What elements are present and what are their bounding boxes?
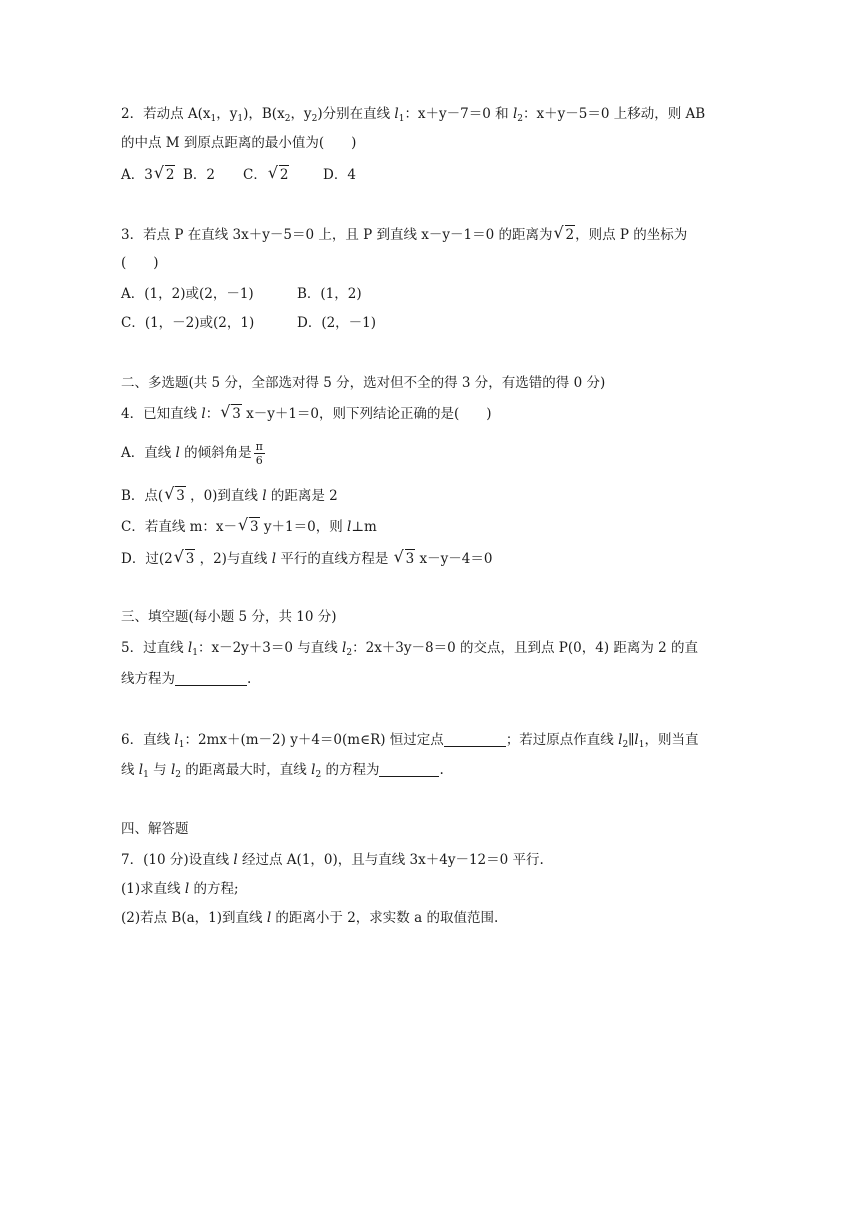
q2-option-c <box>243 164 323 186</box>
text: . <box>247 671 252 687</box>
text: C． <box>243 167 267 183</box>
radicand: 2 <box>565 227 575 243</box>
subscript: 1 <box>237 114 244 124</box>
text: 的距离是 2 <box>266 488 338 504</box>
line-symbol: l <box>138 762 144 778</box>
q3-option-c: C．(1，－2)或(2，1) <box>121 315 255 331</box>
line-symbol: l <box>342 640 347 656</box>
text: 线 <box>121 762 139 778</box>
line-symbol: l <box>187 640 193 656</box>
q2-line-1 <box>121 103 705 130</box>
text: ，y <box>290 106 312 122</box>
answer-blank-equation[interactable] <box>379 761 439 777</box>
answer-blank[interactable] <box>175 670 247 686</box>
q3-option-d: D．(2，－1) <box>297 315 377 331</box>
numerator: π <box>255 440 263 453</box>
text: 的距离最大时，直线 <box>181 762 312 778</box>
text: 平行的直线方程是 <box>276 551 393 567</box>
text: x－y－4＝0 <box>415 551 493 567</box>
text: y＋4＝0 <box>285 732 343 748</box>
q7-part-1 <box>121 878 239 900</box>
subscript: 2 <box>311 114 318 124</box>
text: ：x＋y－5＝0 上移动，则 AB <box>523 106 706 122</box>
section-heading-multi-choice: 二、多选题(共 5 分，全部选对得 5 分，选对但不全的得 3 分，有选错的得 0 分) <box>121 375 606 391</box>
radicand: 3 <box>250 519 259 535</box>
line-symbol: l <box>512 106 518 122</box>
sqrt: √ 3 <box>238 515 259 535</box>
q4-line-1 <box>121 403 492 425</box>
text: )分别在直线 <box>317 106 395 122</box>
line-symbol: l <box>618 732 623 748</box>
radicand: 2 <box>165 167 175 183</box>
sqrt: √ 3 <box>220 402 241 422</box>
q4-option-b <box>121 485 338 507</box>
text: 5．过直线 <box>121 640 188 656</box>
subscript: 2 <box>175 770 182 780</box>
subscript: 2 <box>517 114 524 124</box>
radicand: 3 <box>405 551 415 567</box>
q2-option-a <box>121 164 183 186</box>
line-symbol: l <box>311 762 316 778</box>
text: 距离为 2 的直 <box>609 640 699 656</box>
text: 经过点 A(1，0)，且与直线 3x＋4y－12＝0 平行. <box>237 852 544 868</box>
subscript: 1 <box>178 740 185 750</box>
text: 线方程为 <box>121 671 175 687</box>
text: 与 <box>148 762 171 778</box>
q4-option-c <box>121 516 377 538</box>
subscript: 2 <box>315 770 322 780</box>
text: ，y <box>216 106 238 122</box>
line-symbol: l <box>634 732 639 748</box>
q5-line-2 <box>121 668 251 690</box>
text: ，2)与直线 <box>195 551 272 567</box>
subscript: 1 <box>192 648 198 658</box>
subscript: 2 <box>622 740 629 750</box>
q3-option-b: B．(1，2) <box>297 286 362 302</box>
text: A．直线 <box>121 445 176 461</box>
text: ：2x＋3y－8＝0 的交点，且到点 P <box>352 640 568 656</box>
subscript: 1 <box>638 740 645 750</box>
line-symbol: l <box>170 762 176 778</box>
text: (1)求直线 <box>121 881 185 897</box>
subscript: 2 <box>346 648 353 658</box>
text: 2．若动点 A(x <box>121 106 211 122</box>
q5-line-1 <box>121 637 698 664</box>
text: 的方程; <box>189 881 239 897</box>
radicand: 3 <box>232 406 241 422</box>
q2-option-b: B．2 <box>183 167 216 183</box>
text: 的距离小于 2，求实数 a 的取值范围. <box>271 910 499 926</box>
text: . <box>439 762 444 778</box>
text: ，则点 P 的坐标为 <box>575 227 688 243</box>
text: 6．直线 <box>121 732 175 748</box>
text: C．若直线 m：x－ <box>121 519 238 535</box>
section-heading-solutions: 四、解答题 <box>121 821 189 837</box>
text: ，0)到直线 <box>185 488 263 504</box>
text: )，B(x <box>243 106 285 122</box>
sqrt: √ 3 <box>393 547 415 567</box>
line-symbol: l <box>174 732 179 748</box>
point-coordinates: (0，4) <box>567 640 610 656</box>
q2-line-2 <box>121 132 356 154</box>
text: 的倾斜角是 <box>179 445 252 461</box>
line-symbol: l <box>271 551 277 567</box>
text: 4．已知直线 <box>121 406 202 422</box>
q2-option-d: D．4 <box>323 167 356 183</box>
text: ，则当直 <box>644 732 699 748</box>
q7-line-1 <box>121 849 544 871</box>
radicand: 2 <box>279 167 289 183</box>
text: ；若过原点作直线 <box>505 732 619 748</box>
text: 的中点 M 到原点距离的最小值为( ) <box>121 135 357 151</box>
q3-options-row-1 <box>121 283 362 305</box>
sqrt: √ 2 <box>267 163 289 183</box>
q6-line-1 <box>121 729 698 756</box>
text: (m－2) <box>240 732 286 748</box>
text: (m∈R) <box>342 732 386 748</box>
text: ( ) <box>121 255 159 271</box>
subscript: 1 <box>143 770 149 780</box>
text: ： <box>205 406 220 422</box>
q3-option-a: A．(1，2)或(2，－1) <box>121 286 254 302</box>
line-symbol: l <box>266 910 272 926</box>
radicand: 3 <box>176 488 185 504</box>
line-symbol: l <box>184 881 190 897</box>
text: y＋1＝0，则 <box>259 519 348 535</box>
text: A．3 <box>121 167 153 183</box>
answer-blank-fixed-point[interactable] <box>444 731 506 747</box>
text: 7．(10 分)设直线 <box>121 852 234 868</box>
q4-option-d <box>121 548 492 570</box>
q3-options-row-2 <box>121 312 376 334</box>
line-symbol: l <box>347 519 352 535</box>
line-symbol: l <box>201 406 206 422</box>
q7-part-2 <box>121 907 498 929</box>
q4-option-a <box>121 440 267 467</box>
sqrt: √ 3 <box>173 547 195 567</box>
sqrt: √ 2 <box>553 223 575 243</box>
text: 3．若点 P 在直线 3x＋y－5＝0 上，且 P 到直线 x－y－1＝0 的距离为 <box>121 227 553 243</box>
subscript: 1 <box>210 114 217 124</box>
line-symbol: l <box>262 488 267 504</box>
text: 的方程为 <box>321 762 380 778</box>
text: ：2mx＋ <box>184 732 241 748</box>
subscript: 1 <box>398 114 405 124</box>
text: 恒过定点 <box>385 732 444 748</box>
fraction <box>254 440 265 467</box>
text: B．点( <box>121 488 164 504</box>
text: (2)若点 B(a，1)到直线 <box>121 910 267 926</box>
text: ⊥m <box>351 519 377 535</box>
subscript: 2 <box>284 114 291 124</box>
radicand: 3 <box>185 551 195 567</box>
text: ：x＋y－7＝0 和 <box>404 106 513 122</box>
text: x－y＋1＝0，则下列结论正确的是( ) <box>241 406 492 422</box>
q2-options <box>121 164 356 186</box>
q6-line-2 <box>121 759 444 786</box>
sqrt: √ 2 <box>153 163 175 183</box>
line-symbol: l <box>233 852 238 868</box>
section-heading-fill-blank: 三、填空题(每小题 5 分，共 10 分) <box>121 609 337 625</box>
denominator: 6 <box>255 454 263 467</box>
text: D．过(2 <box>121 551 173 567</box>
line-symbol: l <box>175 445 180 461</box>
q3-line-2 <box>121 252 159 274</box>
q3-line-1 <box>121 224 687 246</box>
line-symbol: l <box>394 106 399 122</box>
text: ：x－2y＋3＝0 与直线 <box>197 640 343 656</box>
text: ∥ <box>628 732 635 748</box>
sqrt: √ 3 <box>164 484 185 504</box>
